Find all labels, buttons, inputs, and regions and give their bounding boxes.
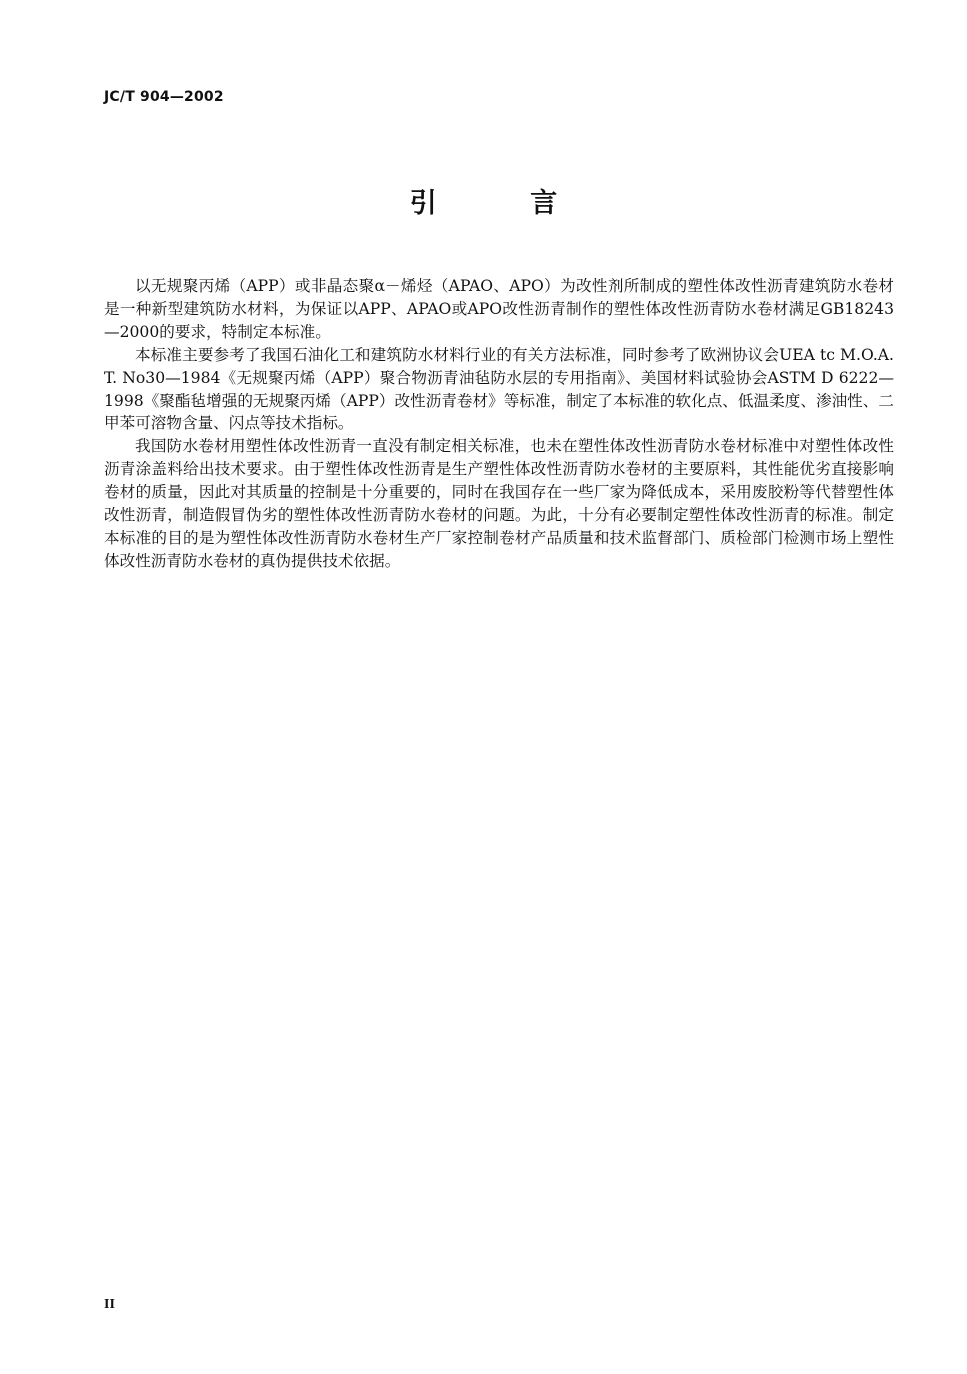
paragraph-1: 以无规聚丙烯（APP）或非晶态聚α－烯烃（APAO、APO）为改性剂所制成的塑性体改性沥青建筑防水卷材是一种新型建筑防水材料，为保证以APP、APAO或APO改性沥青制作的塑性体改性沥青防水卷材满足GB18243—2000的要求，特制定本标准。 <box>104 277 894 341</box>
page-number: II <box>104 1297 115 1312</box>
paragraph-3: 我国防水卷材用塑性体改性沥青一直没有制定相关标准，也未在塑性体改性沥青防水卷材标准中对塑性体改性沥青涂盖料给出技术要求。由于塑性体改性沥青是生产塑性体改性沥青防水卷材的主要原料，其性能优劣直接影响卷材的质量，因此对其质量的控制是十分重要的，同时在我国存在一些厂家为降低成本，采用废胶粉等代替塑性体改性沥青，制造假冒伪劣的塑性体改性沥青防水卷材的问题。为此，十分有必要制定塑性体改性沥青的标准。制定本标准的目的是为塑性体改性沥青防水卷材生产厂家控制卷材产品质量和技术监督部门、质检部门检测市场上塑性体改性沥青防水卷材的真伪提供技术依据。 <box>104 437 894 570</box>
standard-code: JC/T 904—2002 <box>104 89 224 105</box>
document-body <box>104 275 894 573</box>
page-title: 引 言 <box>409 188 600 219</box>
paragraph-2: 本标准主要参考了我国石油化工和建筑防水材料行业的有关方法标准，同时参考了欧洲协议会UEA tc M.O.A.T. No30—1984《无规聚丙烯（APP）聚合物沥青油毡防水层的专用指南》、美国材料试验协会ASTM D 6222—1998《聚酯毡增强的无规聚丙烯（APP）改性沥青卷材》等标准，制定了本标准的软化点、低温柔度、渗油性、二甲苯可溶物含量、闪点等技术指标。 <box>104 345 894 433</box>
